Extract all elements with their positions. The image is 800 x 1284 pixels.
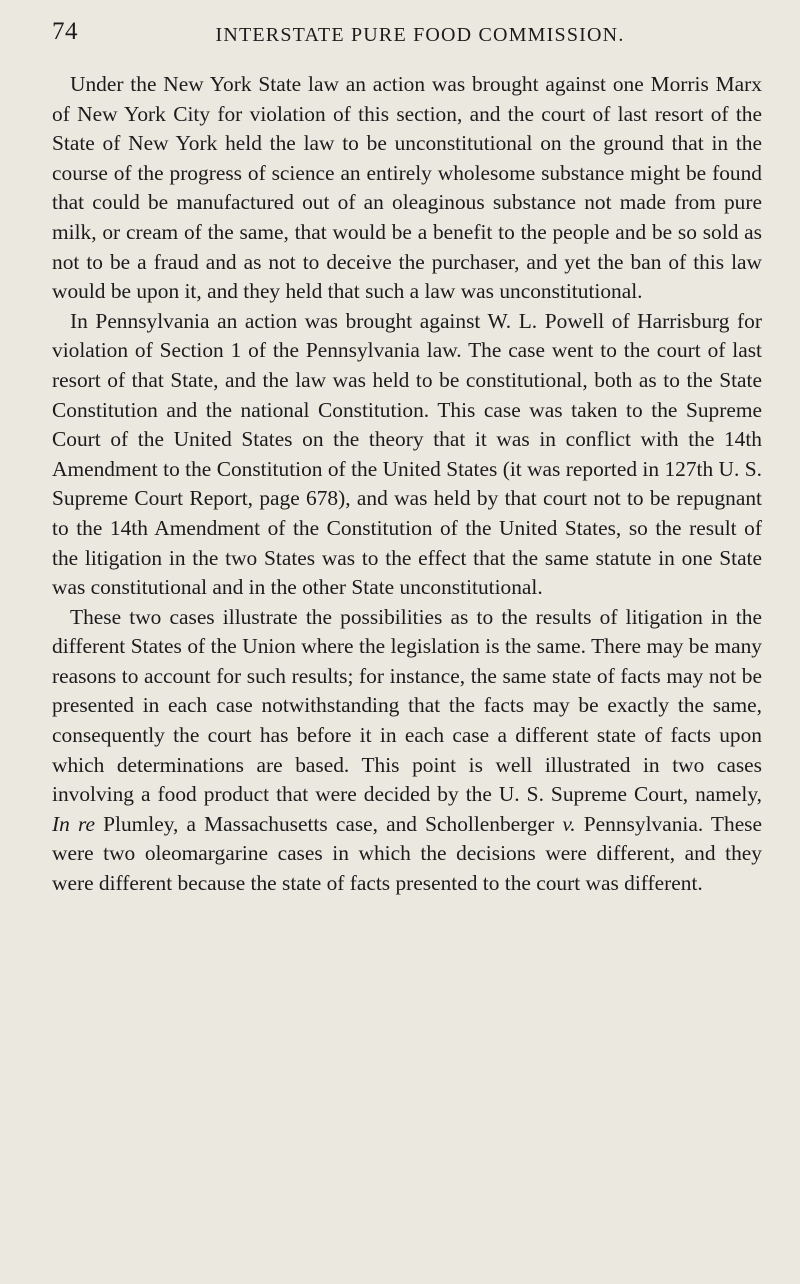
paragraph-3-text-b: Plumley, a Massachusetts case, and Schollenberger bbox=[94, 811, 563, 836]
case-name-italic-in-re: In re bbox=[52, 811, 95, 836]
paragraph-3-text-c: Pennsylvania. These were two oleomargarine cases in which the decisions were different, and they were different because the state of facts presented to the court was different. bbox=[52, 811, 763, 896]
paragraph-3-text-a: These two cases illustrate the possibilities as to the results of litigation in the different States of the Union where the legislation is the same. There may be many reasons to account for such results; for instance, the same state of facts may not be presented in each case notwithstanding that the facts may be exactly the same, consequently the court has before it in each case a different state of facts upon which determinations are based. This point is well illustrated in two cases involving a food product that were decided by the U. S. Supreme Court, namely, bbox=[52, 604, 762, 807]
page-number: 74 bbox=[52, 18, 78, 45]
paragraph-2: In Pennsylvania an action was brought against W. L. Powell of Harrisburg for violation of Section 1 of the Pennsylvania law. The case went to the court of last resort of that State, and the law was held to be constitutional, both as to the State Constitution and the national Constitution. This case was taken to the Supreme Court of the United States on the theory that it was in conflict with the 14th Amendment to the Constitution of the United States (it was reported in 127th U. S. Supreme Court Report, page 678), and was held by that court not to be repugnant to the 14th Amendment of the Constitution of the United States, so the result of the litigation in the two States was to the effect that the same statute in one State was constitutional and in the other State unconstitutional. bbox=[52, 308, 762, 600]
paragraph-3 bbox=[52, 603, 762, 899]
paragraph-1: Under the New York State law an action was brought against one Morris Marx of New York City for violation of this section, and the court of last resort of the State of New York held the law to be unconstitutional on the ground that in the course of the progress of science an entirely wholesome substance might be found that could be manufactured out of an oleaginous substance not made from pure milk, or cream of the same, that would be a benefit to the people and be so sold as not to be a fraud and as not to deceive the purchaser, and yet the ban of this law would be upon it, and they held that such a law was unconstitutional. bbox=[52, 72, 762, 304]
body-text bbox=[52, 70, 762, 899]
case-name-italic-v: v. bbox=[562, 811, 576, 836]
running-title: INTERSTATE PURE FOOD COMMISSION. bbox=[215, 24, 625, 46]
